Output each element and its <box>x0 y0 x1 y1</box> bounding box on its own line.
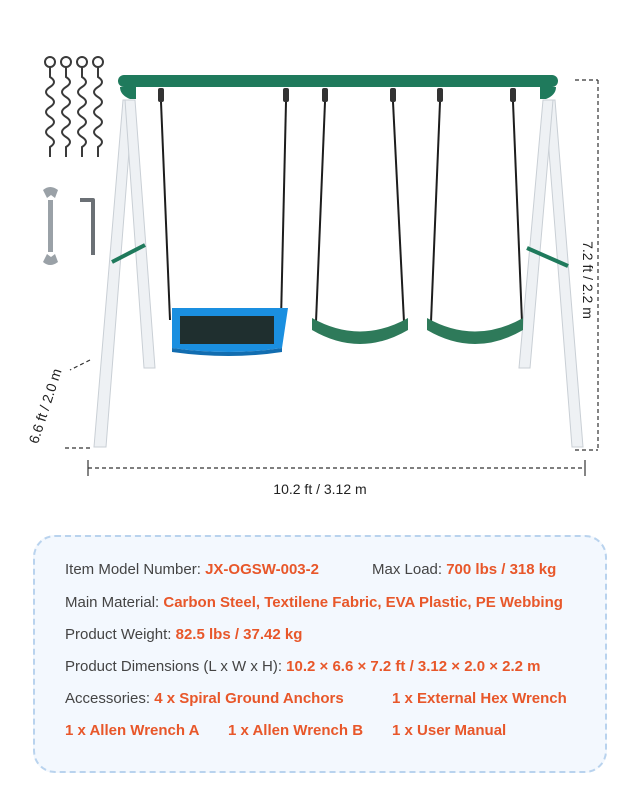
accessory-item: 1 x Allen Wrench B <box>228 722 364 739</box>
model-row <box>65 561 319 578</box>
belt-swing-seats <box>312 318 523 344</box>
dimensions-row <box>65 658 541 675</box>
accessory-item: 1 x Allen Wrench A <box>65 722 200 739</box>
weight-label: Product Weight: <box>65 626 172 643</box>
material-row <box>65 594 563 611</box>
material-label: Main Material: <box>65 594 160 611</box>
weight-row <box>65 626 302 643</box>
dimensions-value: 10.2 × 6.6 × 7.2 ft / 3.12 × 2.0 × 2.2 m <box>286 658 541 675</box>
depth-dimension-label: 6.6 ft / 2.0 m <box>25 366 65 446</box>
accessory-row <box>392 722 506 739</box>
accessory-row <box>228 722 363 739</box>
max-load-row <box>372 561 556 578</box>
leg-braces <box>112 245 568 266</box>
width-dimension-label: 10.2 ft / 3.12 m <box>273 481 367 497</box>
model-label: Item Model Number: <box>65 561 201 578</box>
spec-box <box>33 535 607 773</box>
swing-ropes <box>161 102 522 322</box>
dimensions-label: Product Dimensions (L x W x H): <box>65 658 282 675</box>
height-dimension-label: 7.2 ft / 2.2 m <box>580 241 596 319</box>
platform-swing-seat <box>172 308 288 356</box>
top-beam <box>118 75 558 99</box>
spiral-anchor-icon <box>45 57 103 157</box>
accessory-row <box>65 722 199 739</box>
allen-wrench-icon <box>80 200 93 255</box>
accessory-item: 1 x External Hex Wrench <box>392 690 567 707</box>
accessories-label: Accessories: <box>65 690 151 707</box>
accessory-item: 4 x Spiral Ground Anchors <box>154 690 344 707</box>
accessory-row <box>392 690 567 707</box>
weight-value: 82.5 lbs / 37.42 kg <box>175 626 303 643</box>
accessories-row <box>65 690 344 707</box>
hangers <box>158 88 516 102</box>
max-load-value: 700 lbs / 318 kg <box>446 561 557 578</box>
material-value: Carbon Steel, Textilene Fabric, EVA Plastic, PE Webbing <box>163 594 563 611</box>
external-wrench-icon <box>43 187 58 265</box>
max-load-label: Max Load: <box>372 561 443 578</box>
model-value: JX-OGSW-003-2 <box>205 561 319 578</box>
accessory-item: 1 x User Manual <box>392 722 507 739</box>
